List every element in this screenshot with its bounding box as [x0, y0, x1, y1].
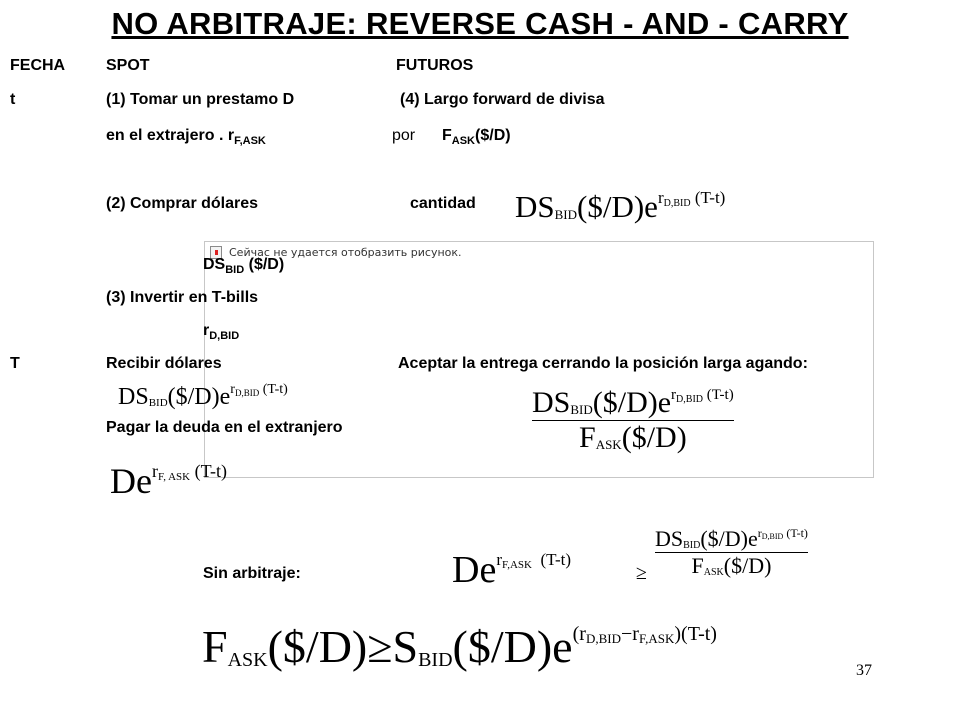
- f3-ds: DS: [532, 386, 571, 419]
- f7-r1: r: [579, 623, 586, 645]
- f1-sd: ($/D)e: [577, 189, 658, 224]
- f4-r: r: [151, 461, 158, 481]
- forward-ask-f: F: [442, 127, 452, 144]
- abroad-rate-sub: F,ASK: [234, 135, 266, 147]
- header-fecha: FECHA: [10, 57, 66, 74]
- formula-final-condition: [202, 620, 717, 673]
- forward-ask-sub: ASK: [451, 135, 476, 147]
- formula-forward-conversion: [532, 386, 734, 455]
- r-main: r: [203, 322, 210, 339]
- f1-exp: [658, 188, 725, 207]
- step-3-invest: (3) Invertir en T-bills: [106, 289, 259, 306]
- f7-ge: ≥: [367, 621, 393, 672]
- formula-receive-dollars: [118, 382, 288, 411]
- step-1-borrow: (1) Tomar un prestamo D: [106, 91, 295, 108]
- f6-r: r: [757, 526, 762, 540]
- accept-delivery: Aceptar la entrega cerrando la posición larga agando:: [398, 355, 808, 372]
- ds-bid-sub: BID: [225, 264, 245, 276]
- f7-r2-sub: F,ASK: [638, 631, 675, 646]
- f6-exp: [758, 526, 808, 540]
- f5-ge: ≥: [636, 562, 647, 584]
- f5-de: De: [452, 549, 497, 591]
- f5-r: r: [496, 550, 502, 569]
- f1-tt: (T-t): [694, 188, 726, 207]
- f6-denominator: [691, 553, 771, 579]
- f5-r-sub: F,ASK: [501, 559, 532, 571]
- formula-investment-amount: [515, 188, 725, 225]
- formula-inequality-right: [655, 526, 808, 579]
- f2-exp: [230, 382, 288, 397]
- header-spot: SPOT: [106, 57, 150, 74]
- f7-minus: −: [620, 623, 633, 645]
- ds-bid-main: DS: [203, 256, 226, 273]
- ds-bid-tail: ($/D): [244, 256, 285, 273]
- date-T: T: [10, 355, 20, 372]
- date-t: t: [10, 91, 16, 108]
- f4-tt: (T-t): [194, 461, 227, 481]
- f6-f: F: [691, 553, 704, 578]
- f7-f: F: [202, 621, 228, 672]
- f3-r: r: [671, 387, 677, 403]
- f3-denominator: [579, 421, 687, 455]
- f2-r: r: [230, 382, 235, 397]
- f6-bid-sub: BID: [683, 540, 701, 551]
- formula-debt-repayment: [110, 460, 227, 502]
- f6-ds: DS: [655, 526, 684, 551]
- abroad-rate: [106, 127, 266, 147]
- cantidad-label: cantidad: [410, 195, 476, 212]
- f7-exp: [573, 623, 717, 645]
- f7-tt: )(T-t): [674, 623, 717, 645]
- f6-r-sub: D,BID: [761, 532, 784, 541]
- header-futuros: FUTUROS: [396, 57, 474, 74]
- f1-ds: DS: [515, 189, 555, 224]
- por-label: por: [392, 127, 416, 144]
- r-d-bid-line: [203, 322, 239, 342]
- f5-exp: [496, 550, 571, 569]
- f2-r-sub: D,BID: [234, 388, 260, 398]
- f7-sd2: ($/D)e: [452, 621, 573, 672]
- f3-r-sub: D,BID: [676, 394, 703, 405]
- f7-bid-sub: BID: [418, 649, 453, 671]
- formula-inequality-left: [452, 548, 571, 592]
- ds-bid-line: [203, 256, 284, 276]
- f1-r-sub: D,BID: [663, 198, 691, 209]
- f4-de: De: [110, 461, 152, 501]
- f4-exp: [152, 461, 227, 481]
- f6-numerator: [655, 526, 808, 552]
- forward-ask-tail: ($/D): [475, 127, 511, 144]
- f3-sd: ($/D)e: [592, 386, 672, 419]
- f2-ds: DS: [118, 384, 149, 410]
- f4-r-sub: F, ASK: [157, 471, 191, 483]
- f6-sd: ($/D)e: [700, 526, 758, 551]
- f5-tt: (T-t): [540, 550, 572, 569]
- receive-dollars: Recibir dólares: [106, 355, 222, 372]
- f2-sd: ($/D)e: [167, 384, 231, 410]
- no-arbitrage-label: Sin arbitraje:: [203, 565, 301, 582]
- f3-sd-plain: ($/D): [621, 421, 687, 454]
- f1-r: r: [657, 188, 664, 207]
- pay-debt-abroad: Pagar la deuda en el extranjero: [106, 419, 343, 436]
- step-4-forward: (4) Largo forward de divisa: [400, 91, 605, 108]
- f3-bid-sub: BID: [570, 402, 593, 417]
- f7-ask-sub: ASK: [227, 649, 268, 671]
- f6-ask-sub: ASK: [703, 567, 724, 578]
- f6-tt: (T-t): [786, 526, 808, 540]
- page-number: 37: [856, 662, 872, 679]
- f3-numerator: [532, 386, 734, 420]
- f3-exp: [671, 387, 734, 403]
- f7-s: S: [392, 621, 419, 672]
- broken-image-message: Сейчас не удается отобразить рисунок.: [229, 246, 462, 259]
- f3-f: F: [579, 421, 596, 454]
- step-2-buy-dollars: (2) Comprar dólares: [106, 195, 259, 212]
- page-title: NO ARBITRAJE: REVERSE CASH - AND - CARRY: [111, 6, 849, 41]
- f7-lparen: (: [572, 623, 580, 645]
- r-sub: D,BID: [209, 330, 240, 342]
- f3-tt: (T-t): [706, 387, 734, 403]
- f3-ask-sub: ASK: [595, 437, 622, 452]
- f1-bid-sub: BID: [554, 207, 578, 222]
- f2-tt: (T-t): [262, 382, 288, 397]
- f7-r1-sub: D,BID: [585, 631, 621, 646]
- abroad-text: en el extrajero . r: [106, 127, 235, 144]
- f6-sd-plain: ($/D): [723, 553, 772, 578]
- f7-r2: r: [632, 623, 639, 645]
- forward-ask: [442, 127, 511, 147]
- f7-sd1: ($/D): [267, 621, 368, 672]
- f2-bid-sub: BID: [148, 397, 168, 409]
